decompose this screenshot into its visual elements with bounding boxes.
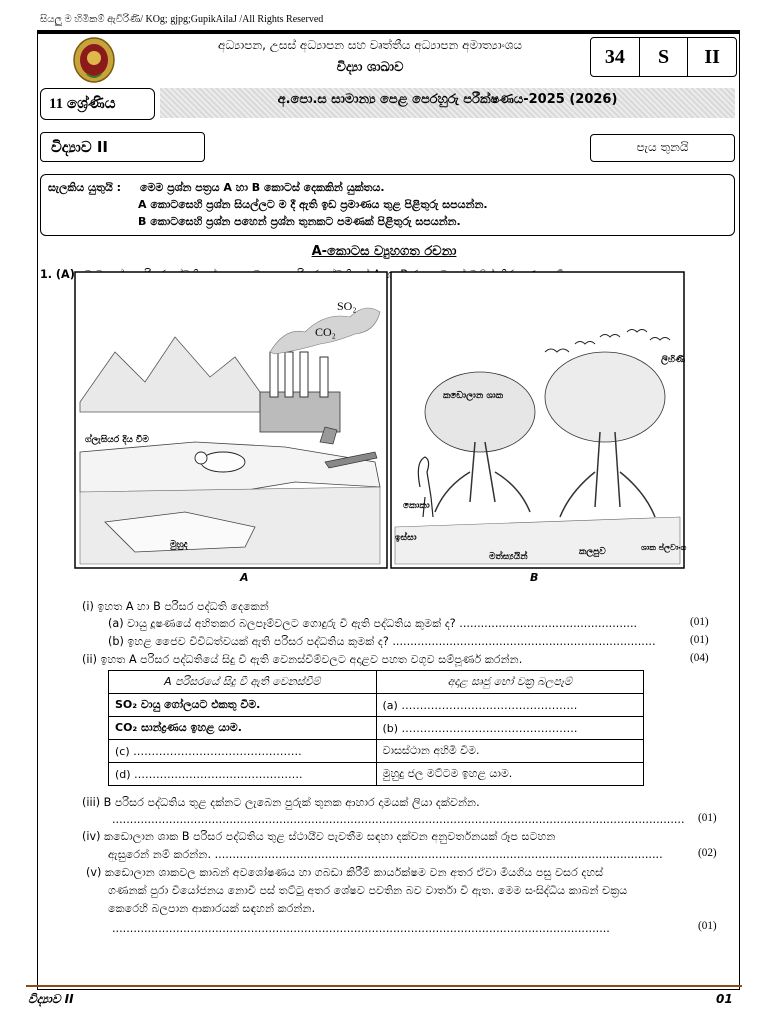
footer-divider: [26, 985, 742, 987]
table-cell: CO₂ සාන්ද්‍රණය ඉහළ යාම.: [109, 717, 377, 740]
grade-label: 11 ශ්‍රේණිය: [40, 88, 155, 120]
question-ib-marks: (01): [690, 634, 709, 646]
changes-table: [108, 670, 644, 786]
table-header-cell: A පරිසරයේ සිදු වී ඇති වෙනස්වීම්: [109, 671, 377, 694]
table-cell[interactable]: (d) ……………………………………….: [109, 763, 377, 786]
table-cell[interactable]: (b) …………………………………………: [376, 717, 644, 740]
ministry-name: අධ්‍යාපන, උසස් අධ්‍යාපන සහ වෘත්තීය අධ්‍යාපන අමාත්‍යාංශය: [218, 38, 522, 52]
label-mudflat: කලපුව: [579, 547, 606, 557]
table-cell[interactable]: (c) ……………………………………….: [109, 740, 377, 763]
department-name: විද්‍යා ශාඛාව: [336, 60, 404, 75]
chimney-1: [270, 352, 278, 397]
table-row: [109, 694, 644, 717]
section-title: [0, 244, 768, 259]
section-title-text: A-කොටස ව්‍යුහගත රචනා: [311, 244, 457, 259]
table-row: [109, 740, 644, 763]
factory: [260, 392, 340, 432]
chimney-2: [285, 352, 293, 397]
question-iv-line-2[interactable]: ඇසුරෙන් නම් කරන්න. ..............................................................................................................................: [108, 848, 663, 861]
question-iii: (iii) B පරිසර පද්ධතිය තුළ දක්නට ලැබෙන පුරුක් තුනක ආහාර දාමයක් ලියා දක්වන්න.: [82, 796, 480, 809]
question-v: (v) කඩොලාන ශාකවල කාබන් අවශෝෂණය හා ගබඩා කිරීම් කාර්යක්ෂම වන අතර ඒවා මියගිය පසු වසර දහස්: [86, 866, 604, 879]
question-number: 1. (A): [40, 268, 75, 281]
table-header-row: [109, 671, 644, 694]
subject-label: විද්‍යාව II: [40, 132, 205, 162]
question-iv-marks: (02): [698, 847, 717, 859]
paper-code-subject: S: [639, 38, 688, 76]
question-v-line-2: ගණනක් පුරා වියෝජනය නොවී පස් තට්ටු අතර ශේෂව පවතින බව වාර්තා වී ඇත. මෙම සංසිද්ධිය කාබන් චක්‍රය: [108, 884, 628, 897]
label-shrimp: මත්ස්‍යයින්: [489, 552, 528, 562]
copyright-text: සියලු ම හිමිකම් ඇවිරිණි/ KOg; gjpg;GupikAilaJ /All Rights Reserved: [40, 14, 324, 25]
chimney-3: [300, 352, 308, 397]
table-cell: මුහුදු ජල මට්ටම ඉහළ යාම.: [376, 763, 644, 786]
question-i: (i) ඉහත A හා B පරිසර පද්ධති දෙකෙන්: [82, 600, 269, 613]
label-salt-plants: ශාක ප්ලවාංග: [641, 543, 687, 552]
mangrove-canopy-1: [425, 372, 535, 452]
ecosystem-figure: [75, 272, 687, 584]
question-ia: (a) වායු දූෂණයේ අහිතකර බලපෑම්වලට ගොදුරු වී ඇති පද්ධතිය කුමක් ද? ..................................................: [108, 617, 638, 630]
question-v-marks: (01): [698, 920, 717, 932]
time-allowed: පැය තුනයි: [590, 134, 735, 162]
question-ib: (b) ඉහළ ජෛව විවිධත්වයක් ඇති පරිසර පද්ධතිය කුමක් ද? ..........................................................................: [108, 635, 656, 648]
polar-bear: [201, 452, 245, 472]
question-v-answer-line[interactable]: ............................................................................................................................................: [112, 922, 610, 935]
instructions-label: සැලකිය යුතුයි :: [48, 181, 122, 194]
label-birds: ලිහිණි: [661, 355, 686, 365]
question-iii-answer-line[interactable]: .................................................................................................................................................................: [112, 813, 685, 826]
table-cell: වාසස්ථාන අහිමි වීම.: [376, 740, 644, 763]
paper-code-box: [590, 37, 737, 77]
question-ia-marks: (01): [690, 616, 709, 628]
label-sea: මුහුද: [170, 540, 188, 550]
table-row: [109, 763, 644, 786]
question-iv: (iv) කඩොලාන ශාක B පරිසර පද්ධතිය තුළ ස්ථායීව පැවතීම සඳහා දක්වන අනුවර්තනයක් රූප සටහන: [82, 830, 556, 843]
header-border: [37, 30, 740, 34]
label-glacier: ග්ලැසියර දිය වීම: [85, 435, 149, 445]
label-heron: කොකා: [403, 501, 430, 511]
government-emblem-icon: [72, 36, 116, 84]
question-ii: (ii) ඉහත A පරිසර පද්ධතියේ සිදු වී ඇති වෙනස්වීම්වලට අදාළව පහත වගුව සම්පූර්ණ කරන්න.: [82, 653, 523, 666]
table-row: [109, 717, 644, 740]
table-cell[interactable]: (a) …………………………………………: [376, 694, 644, 717]
label-mangrove: කඩොලාන ශාක: [443, 391, 504, 401]
footer-subject: විද්‍යාව II: [28, 992, 74, 1006]
table-cell: SO₂ වායු ගෝලයට එකතු වීම.: [109, 694, 377, 717]
paper-code-part: II: [687, 38, 736, 76]
question-iii-marks: (01): [698, 812, 717, 824]
instruction-line-3: B කොටසෙහි ප්‍රශ්න පහෙන් ප්‍රශ්න තුනකට පමණක් පිළිතුරු සපයන්න.: [138, 215, 461, 228]
instruction-line-1: මෙම ප්‍රශ්න පත්‍රය A හා B කොටස් දෙකකින් යුක්තය.: [140, 181, 385, 194]
exam-title: අ.පො.ස සාමාන්‍ය පෙළ පෙරහුරු පරීක්ෂණය-2025 (2026): [277, 92, 618, 107]
instruction-line-2: A කොටසෙහි ප්‍රශ්න සියල්ලට ම දී ඇති ඉඩ ප්‍රමාණය තුළ පිළිතුරු සපයන්න.: [138, 198, 488, 211]
chimney-4: [320, 357, 328, 397]
table-header-cell: අදාළ සෘජු හෝ වක්‍ර බලපෑම්: [376, 671, 644, 694]
mangrove-canopy-2: [545, 352, 665, 442]
caption-a: A: [240, 571, 249, 584]
label-fish: ඉස්සා: [395, 533, 417, 543]
label-so2: SO₂: [337, 299, 357, 313]
label-co2: CO₂: [315, 325, 336, 339]
caption-b: B: [530, 571, 539, 584]
question-v-line-3: කෙරෙහි බලපාන ආකාරයක් සඳහන් කරන්න.: [108, 902, 316, 915]
paper-code-number: 34: [604, 45, 625, 68]
page-number: 01: [716, 992, 733, 1006]
question-ii-marks: (04): [690, 652, 709, 664]
